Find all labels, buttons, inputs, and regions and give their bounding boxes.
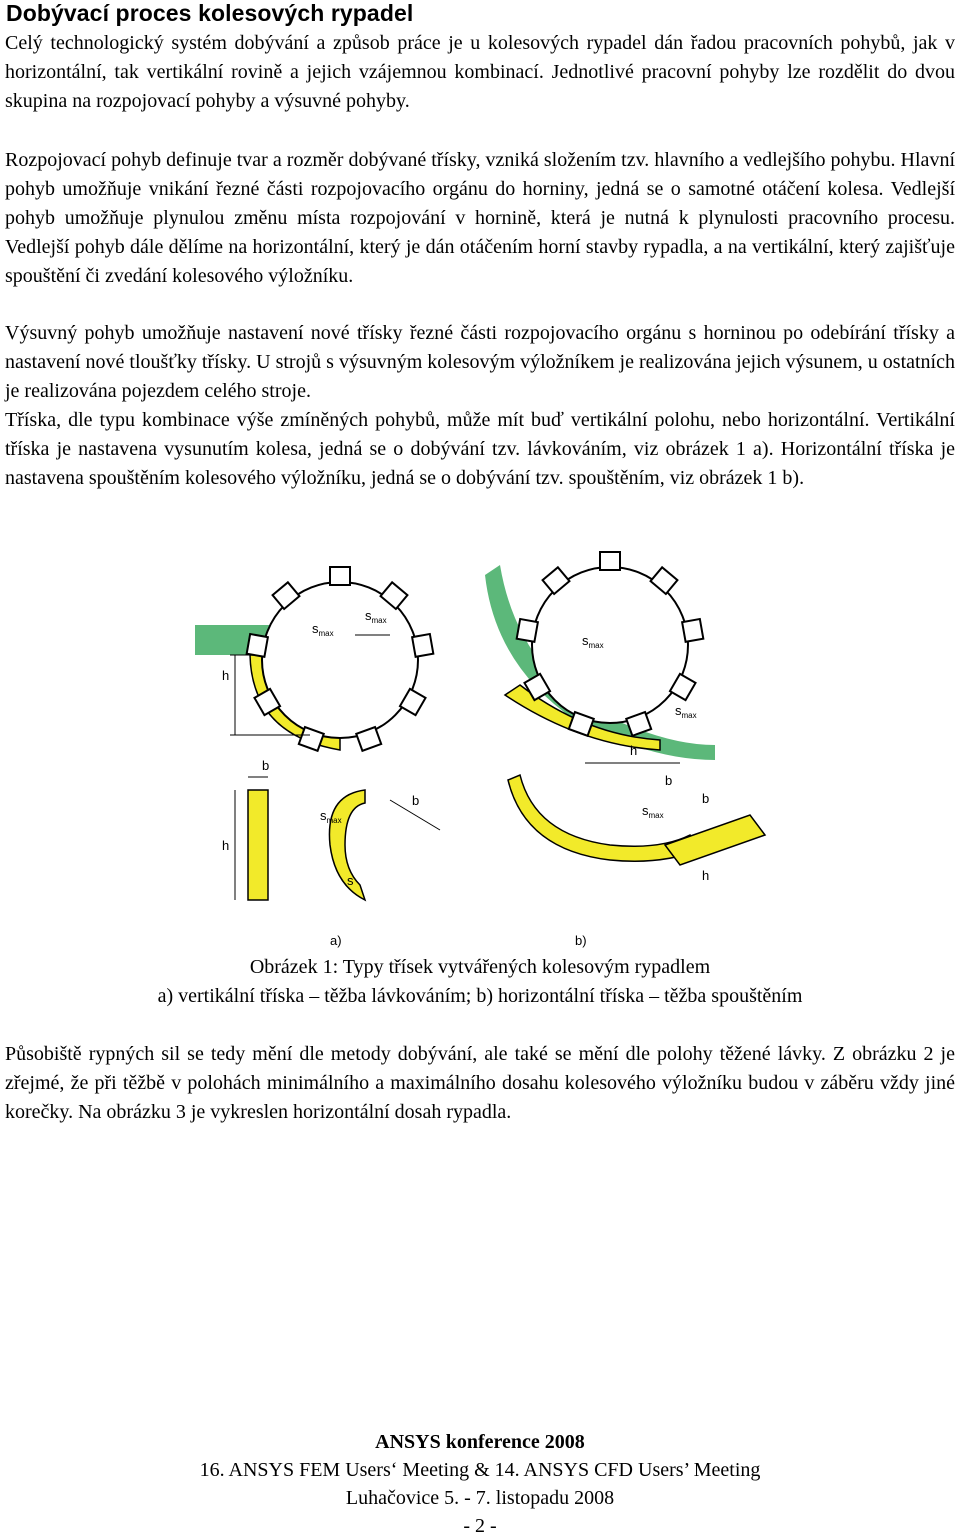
label-s-a: s: [347, 873, 354, 888]
label-smax-a: $s_{max}$: [312, 621, 334, 638]
label-smax-b3: $s_{max}$: [642, 803, 664, 820]
label-b-a-2: b: [412, 793, 420, 808]
label-panel-a: a): [330, 933, 342, 948]
figure-diagram: [190, 545, 780, 955]
page-number: - 2 -: [463, 1515, 497, 1537]
figure-caption-line1: Obrázek 1: Typy třísek vytvářených kolesovým rypadlem: [249, 956, 711, 978]
paragraph-pusobiste: Působiště rypných sil se tedy mění dle metody dobývání, ale také se mění dle polohy těžené lávky. Z obrázku 2 je zřejmé, že při těžbě v polohách minimálního a maximálního dosahu kolesového výložníku budou v záběru vždy jiné korečky. Na obrázku 3 je vykreslen horizontální dosah rypadla.: [5, 1043, 955, 1123]
footer-conference: ANSYS konference 2008: [375, 1431, 585, 1453]
label-h-b-2: h: [702, 868, 710, 883]
panel-a-bottom: [222, 758, 440, 948]
panel-b-bottom: [508, 743, 765, 948]
footer-place-date: Luhačovice 5. - 7. listopadu 2008: [345, 1487, 615, 1509]
label-h-a-bottom: h: [222, 838, 230, 853]
label-smax-b: $s_{max}$: [582, 633, 604, 650]
label-b-b-2: b: [702, 791, 710, 806]
label-panel-b: b): [575, 933, 587, 948]
label-b-b-1: b: [665, 773, 673, 788]
paragraph-triska: Tříska, dle typu kombinace výše zmíněných pohybů, může mít buď vertikální polohu, nebo horizontální. Vertikální tříska je nastavena vysunutím kolesa, jedná se o dobývání tzv. lávkováním, viz obrázek 1 a). Horizontální tříska je nastavena spouštěním kolesového výložníku, jedná se o dobývání tzv. spouštěním, viz obrázek 1 b).: [5, 409, 955, 489]
label-h-b: h: [630, 743, 638, 758]
label-h-a: h: [222, 668, 230, 683]
paragraph-vysuvny: Výsuvný pohyb umožňuje nastavení nové třísky řezné části rozpojovacího orgánu s horninou po odebírání třísky a nastavení nové tloušťky třísky. U strojů s výsuvným kolesovým výložníkem je realizována jejich výsunem, u ostatních je realizována pojezdem celého stroje.: [5, 322, 955, 402]
label-smax-b2: $s_{max}$: [675, 703, 697, 720]
figure-chip-types: [190, 545, 780, 955]
panel-b-top: [485, 552, 715, 760]
label-smax-a2: $s_{max}$: [365, 608, 387, 625]
figure-caption-line2: a) vertikální tříska – těžba lávkováním; b) horizontální tříska – těžba spouštěním: [157, 985, 803, 1007]
chip-a-section: [248, 790, 268, 900]
paragraph-rozpojovaci: Rozpojovací pohyb definuje tvar a rozměr dobývané třísky, vzniká složením tzv. hlavního a vedlejšího pohybu. Hlavní pohyb umožňuje vnikání řezné části rozpojovacího orgánu do horniny, jedná se o samotné otáčení kolesa. Vedlejší pohyb umožňuje plynulou změnu místa rozpojování v hornině, která je nutná k plynulosti pracovního procesu. Vedlejší pohyb dále dělíme na horizontální, který je dán otáčením horní stavby rypadla, a na vertikální, který zajišťuje spouštění či zvedání kolesového výložníku.: [5, 149, 955, 287]
label-b-a-1: b: [262, 758, 270, 773]
page-title: Dobývací proces kolesových rypadel: [6, 0, 414, 26]
chip-b-section: [665, 815, 765, 865]
footer-meeting: 16. ANSYS FEM Users‘ Meeting & 14. ANSYS CFD Users’ Meeting: [199, 1459, 761, 1481]
label-smax-a3: $s_{max}$: [320, 808, 342, 825]
paragraph-intro: Celý technologický systém dobývání a způsob práce je u kolesových rypadel dán řadou pracovních pohybů, jak v horizontální, tak vertikální rovině a jejich vzájemnou kombinací. Jednotlivé pracovní pohyby lze rozdělit do dvou skupina na rozpojovací pohyby a výsuvné pohyby.: [5, 32, 955, 112]
panel-a-top: [195, 567, 433, 751]
